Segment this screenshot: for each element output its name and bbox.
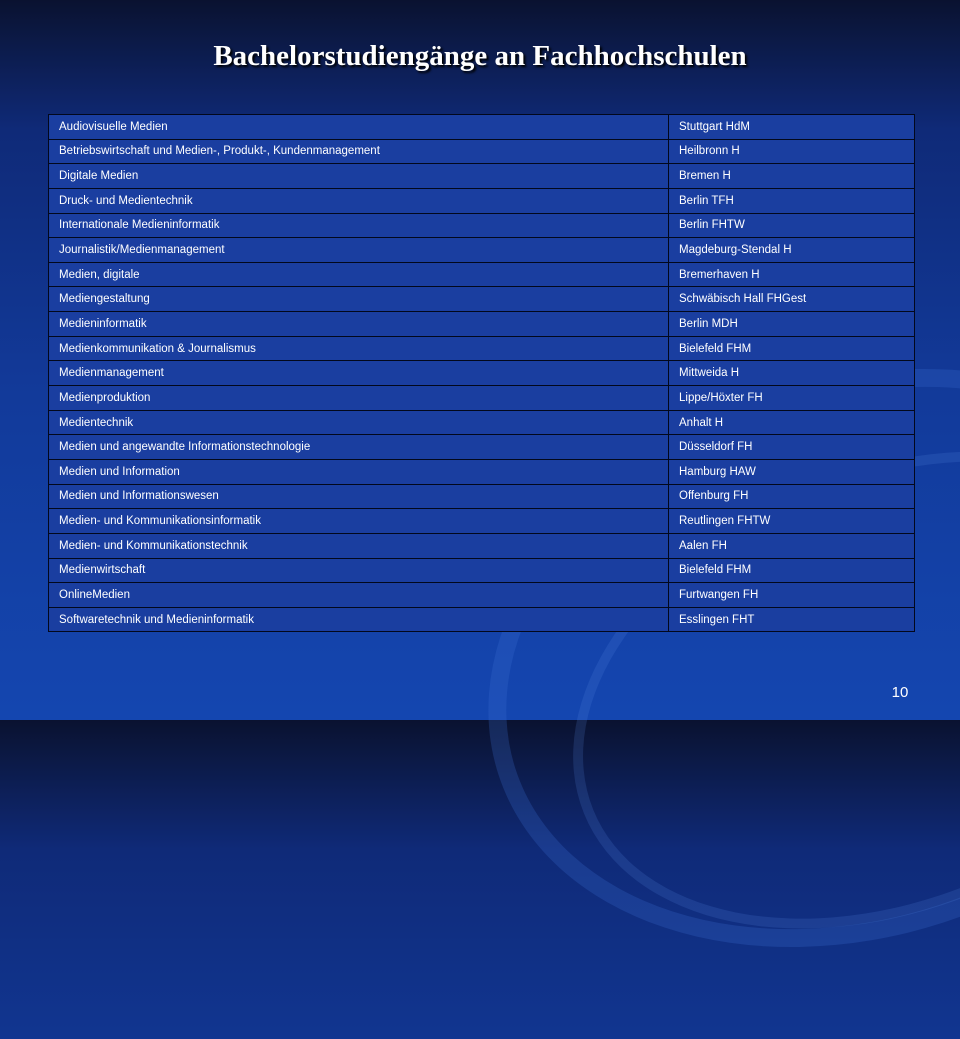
table-row [49, 188, 915, 213]
table-row [49, 361, 915, 386]
table-row [49, 164, 915, 189]
institution-cell: Offenburg FH [669, 484, 915, 509]
institution-cell: Aalen FH [669, 533, 915, 558]
table-row [49, 262, 915, 287]
program-name-cell: Medien- und Kommunikationstechnik [49, 533, 669, 558]
table-row [49, 386, 915, 411]
table-row [49, 336, 915, 361]
table-row [49, 558, 915, 583]
table-row [49, 459, 915, 484]
institution-cell: Hamburg HAW [669, 459, 915, 484]
institution-cell: Berlin FHTW [669, 213, 915, 238]
program-name-cell: Medienkommunikation & Journalismus [49, 336, 669, 361]
program-name-cell: Medien, digitale [49, 262, 669, 287]
table-row [49, 287, 915, 312]
institution-cell: Anhalt H [669, 410, 915, 435]
program-name-cell: Softwaretechnik und Medieninformatik [49, 607, 669, 632]
institution-cell: Bremen H [669, 164, 915, 189]
institution-cell: Berlin TFH [669, 188, 915, 213]
institution-cell: Bremerhaven H [669, 262, 915, 287]
page-number: 10 [891, 684, 909, 701]
table-row [49, 139, 915, 164]
institution-cell: Reutlingen FHTW [669, 509, 915, 534]
institution-cell: Bielefeld FHM [669, 558, 915, 583]
institution-cell: Schwäbisch Hall FHGest [669, 287, 915, 312]
program-name-cell: Internationale Medieninformatik [49, 213, 669, 238]
program-name-cell: Medien und angewandte Informationstechnologie [49, 435, 669, 460]
institution-cell: Mittweida H [669, 361, 915, 386]
institution-cell: Bielefeld FHM [669, 336, 915, 361]
institution-cell: Magdeburg-Stendal H [669, 238, 915, 263]
institution-cell: Berlin MDH [669, 312, 915, 337]
table-row [49, 583, 915, 608]
program-name-cell: Medieninformatik [49, 312, 669, 337]
institution-cell: Lippe/Höxter FH [669, 386, 915, 411]
program-name-cell: Digitale Medien [49, 164, 669, 189]
table-row [49, 410, 915, 435]
program-name-cell: Druck- und Medientechnik [49, 188, 669, 213]
program-name-cell: OnlineMedien [49, 583, 669, 608]
program-name-cell: Medien und Information [49, 459, 669, 484]
program-name-cell: Betriebswirtschaft und Medien-, Produkt-, Kundenmanagement [49, 139, 669, 164]
institution-cell: Heilbronn H [669, 139, 915, 164]
slide-title: Bachelorstudiengänge an Fachhochschulen [213, 40, 747, 72]
program-table [48, 114, 915, 632]
program-name-cell: Medienmanagement [49, 361, 669, 386]
table-row [49, 115, 915, 140]
program-name-cell: Medien- und Kommunikationsinformatik [49, 509, 669, 534]
program-name-cell: Audiovisuelle Medien [49, 115, 669, 140]
program-name-cell: Mediengestaltung [49, 287, 669, 312]
table-row [49, 509, 915, 534]
table-row [49, 238, 915, 263]
table-row [49, 533, 915, 558]
program-name-cell: Medientechnik [49, 410, 669, 435]
table-row [49, 312, 915, 337]
table-row [49, 435, 915, 460]
institution-cell: Furtwangen FH [669, 583, 915, 608]
program-name-cell: Medienwirtschaft [49, 558, 669, 583]
program-name-cell: Medien und Informationswesen [49, 484, 669, 509]
table-row [49, 213, 915, 238]
program-name-cell: Medienproduktion [49, 386, 669, 411]
table-row [49, 484, 915, 509]
institution-cell: Düsseldorf FH [669, 435, 915, 460]
institution-cell: Stuttgart HdM [669, 115, 915, 140]
program-name-cell: Journalistik/Medienmanagement [49, 238, 669, 263]
institution-cell: Esslingen FHT [669, 607, 915, 632]
table-row [49, 607, 915, 632]
